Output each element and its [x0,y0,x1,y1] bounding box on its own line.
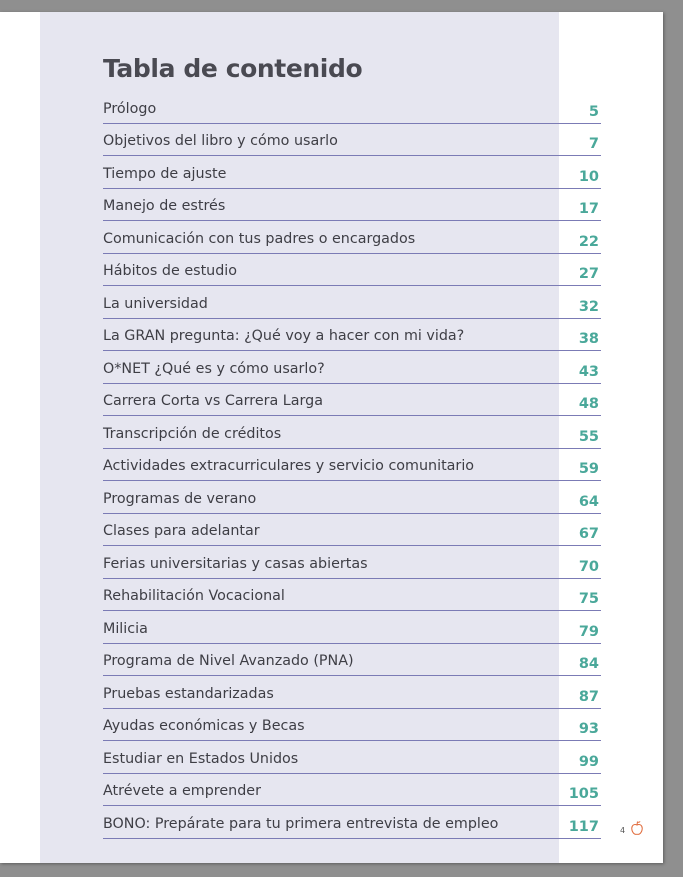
toc-entry-title: Transcripción de créditos [103,425,282,442]
toc-entry-page: 48 [578,396,599,412]
toc-entry-title: Atrévete a emprender [103,783,261,799]
document-page [0,12,663,863]
toc-entry-title: Hábitos de estudio [103,263,238,279]
toc-entry-title: O*NET ¿Qué es y cómo usarlo? [103,360,325,377]
toc-entry-page: 117 [568,818,599,835]
page-number: 4 [620,826,626,835]
toc-entry[interactable] [103,482,601,514]
toc-entry[interactable] [103,320,601,352]
toc-entry[interactable] [103,125,601,157]
toc-entry-page: 93 [578,721,599,737]
table-of-contents [103,92,601,840]
toc-entry-page: 32 [578,298,599,315]
toc-entry[interactable] [103,612,601,644]
page-title: Tabla de contenido [103,54,363,83]
toc-entry-page: 99 [578,753,599,770]
toc-entry[interactable] [103,677,601,709]
toc-entry-page: 10 [578,168,599,185]
toc-entry[interactable] [103,255,601,287]
toc-entry-page: 17 [578,201,599,217]
toc-entry[interactable] [103,807,601,839]
toc-entry-title: BONO: Prepárate para tu primera entrevista de empleo [103,815,499,832]
toc-entry-page: 75 [578,591,599,607]
toc-entry-title: Comunicación con tus padres o encargados [103,230,416,247]
toc-entry[interactable] [103,352,601,384]
toc-entry[interactable] [103,190,601,222]
toc-entry[interactable] [103,92,601,124]
toc-entry[interactable] [103,417,601,449]
toc-entry-title: Ayudas económicas y Becas [103,718,305,734]
toc-entry-page: 38 [578,331,599,347]
toc-entry[interactable] [103,580,601,612]
toc-entry-page: 67 [578,526,599,542]
toc-entry[interactable] [103,775,601,807]
toc-entry[interactable] [103,287,601,319]
toc-entry-title: Manejo de estrés [103,198,226,214]
toc-entry-page: 87 [578,688,599,705]
toc-entry-title: Prólogo [103,100,157,117]
toc-entry-title: Clases para adelantar [103,523,260,539]
toc-entry-title: Rehabilitación Vocacional [103,588,285,604]
toc-entry[interactable] [103,222,601,254]
toc-entry-page: 64 [578,493,599,510]
toc-entry-page: 105 [568,786,599,802]
toc-entry-page: 5 [588,103,599,120]
toc-entry[interactable] [103,385,601,417]
toc-entry-title: La GRAN pregunta: ¿Qué voy a hacer con mi vida? [103,328,465,344]
toc-entry-page: 27 [578,266,599,282]
toc-entry[interactable] [103,645,601,677]
toc-entry-page: 59 [578,461,599,477]
toc-entry-page: 84 [578,656,599,672]
apple-icon [630,820,644,836]
toc-entry-title: La universidad [103,295,208,312]
toc-entry[interactable] [103,710,601,742]
toc-entry-page: 70 [578,558,599,575]
toc-entry-page: 43 [578,363,599,380]
toc-entry-title: Tiempo de ajuste [103,165,227,182]
toc-entry[interactable] [103,450,601,482]
toc-entry-page: 55 [578,428,599,445]
toc-entry[interactable] [103,157,601,189]
toc-entry-title: Objetivos del libro y cómo usarlo [103,133,338,149]
toc-entry-title: Milicia [103,620,148,637]
toc-entry-title: Programa de Nivel Avanzado (PNA) [103,653,354,669]
toc-entry-page: 7 [588,136,599,152]
toc-entry-title: Estudiar en Estados Unidos [103,750,299,767]
toc-entry-page: 22 [578,233,599,250]
toc-entry[interactable] [103,515,601,547]
toc-entry-title: Actividades extracurriculares y servicio comunitario [103,458,475,474]
toc-entry-title: Pruebas estandarizadas [103,685,274,702]
toc-entry[interactable] [103,547,601,579]
toc-entry-page: 79 [578,623,599,640]
toc-entry[interactable] [103,742,601,774]
toc-entry-title: Ferias universitarias y casas abiertas [103,555,368,572]
toc-entry-title: Carrera Corta vs Carrera Larga [103,393,323,409]
toc-entry-title: Programas de verano [103,490,257,507]
